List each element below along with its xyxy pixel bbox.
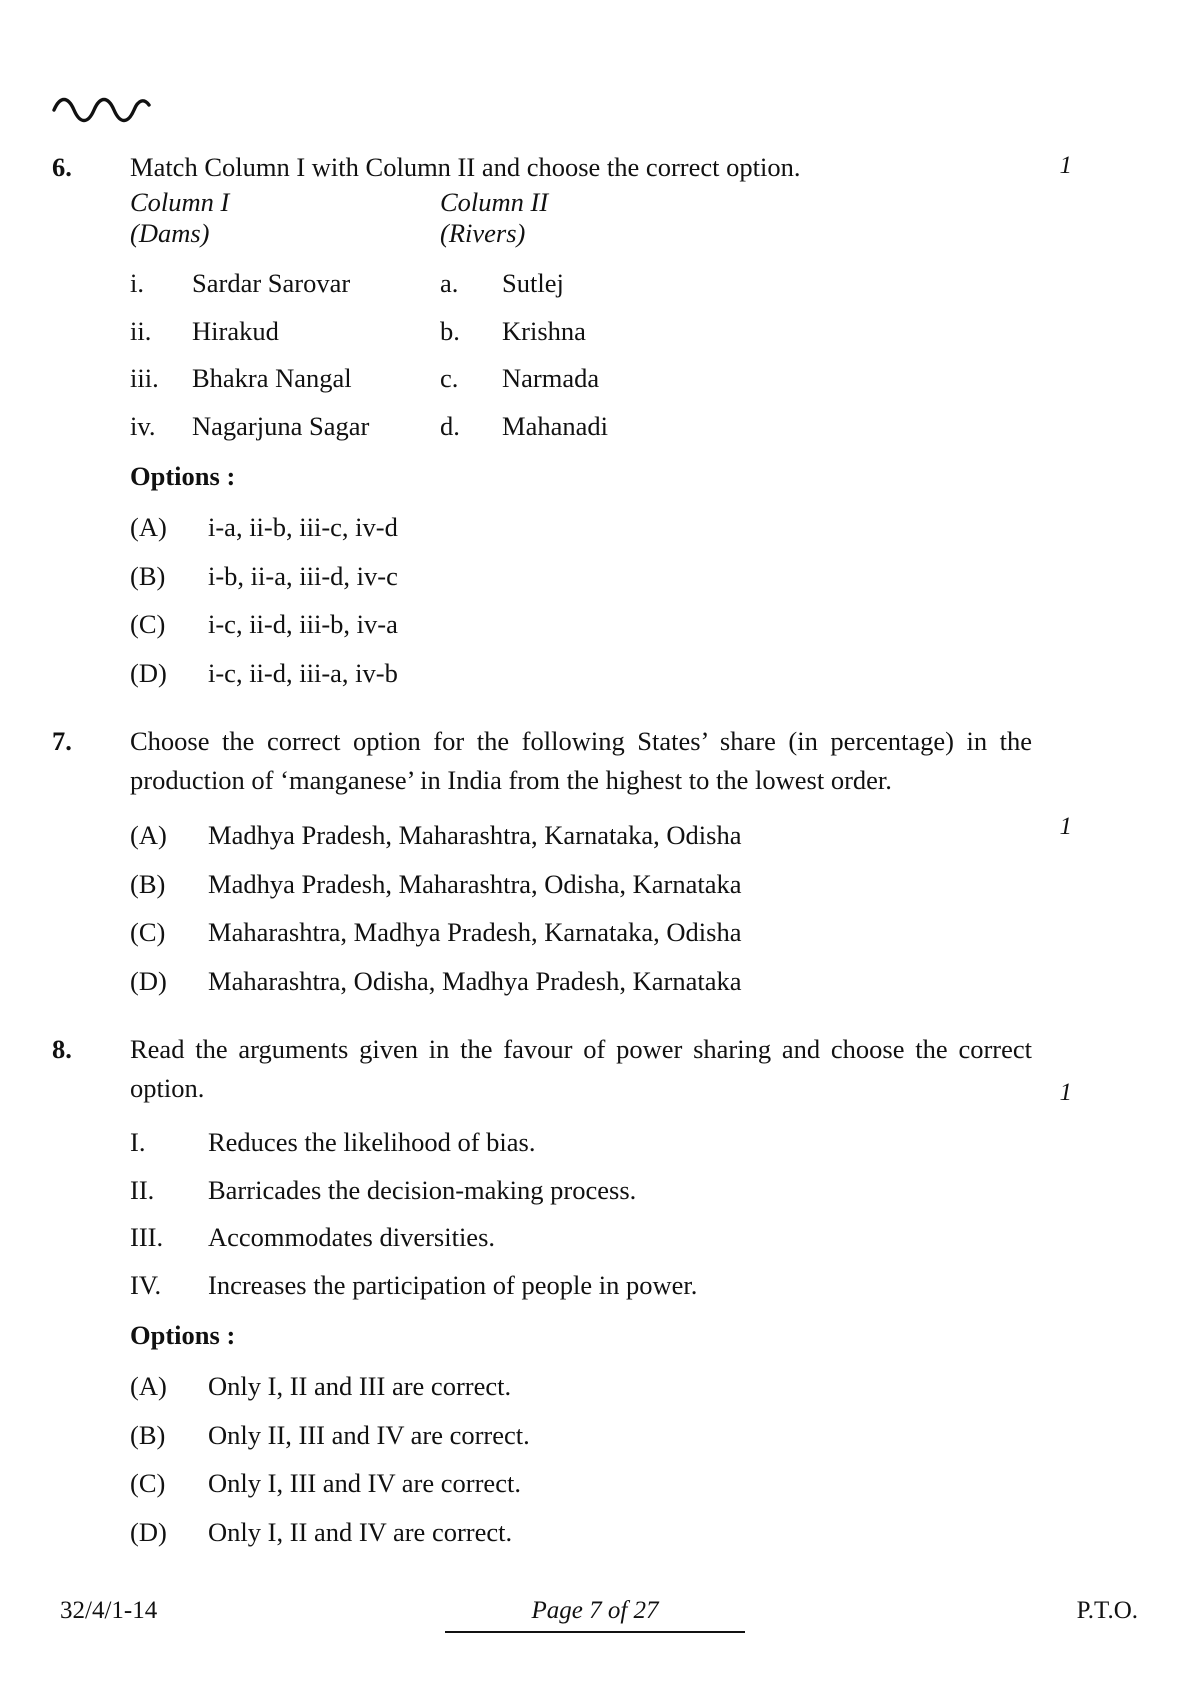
option-text: Only I, III and IV are correct.	[208, 1468, 521, 1499]
option-key: (B)	[130, 868, 166, 899]
spacer	[52, 994, 1072, 1030]
option-b[interactable]	[130, 560, 1072, 591]
statement-text: Increases the participation of people in power.	[208, 1269, 698, 1300]
right-key: d.	[440, 410, 460, 441]
statement-key: II.	[130, 1174, 155, 1205]
option-c[interactable]	[130, 919, 1072, 946]
right-key: c.	[440, 363, 459, 394]
question-7-marks: 1	[1059, 813, 1072, 841]
statement-key: IV.	[130, 1269, 162, 1300]
question-6-marks: 1	[1059, 152, 1072, 179]
statement-key: III.	[130, 1222, 164, 1253]
option-key: (A)	[130, 512, 167, 543]
statement-iii	[130, 1224, 1072, 1251]
left-value: Sardar Sarovar	[192, 268, 351, 299]
option-a[interactable]	[130, 822, 1072, 849]
option-key: (B)	[130, 560, 166, 591]
question-6-text: Match Column I with Column II and choose the correct option.	[130, 152, 801, 182]
question-6-match-table	[130, 187, 1072, 440]
spacer	[52, 686, 1072, 722]
match-row	[130, 270, 1072, 297]
question-8-number: 8.	[52, 1034, 72, 1065]
question-list	[52, 148, 1072, 1545]
left-value: Bhakra Nangal	[192, 363, 352, 394]
options-label: Options :	[130, 1320, 236, 1351]
right-value: Krishna	[502, 315, 586, 346]
page-footer	[52, 1585, 1138, 1625]
question-6-options	[130, 461, 1072, 686]
pto-label: P.T.O.	[1076, 1597, 1138, 1624]
column-2-title: Column II	[440, 186, 549, 217]
column-2-subtitle: (Rivers)	[440, 218, 526, 249]
column-1-subtitle: (Dams)	[130, 218, 210, 249]
question-8-marks: 1	[1059, 1079, 1072, 1107]
wave-squiggle-icon	[52, 92, 162, 126]
statement-ii	[130, 1174, 1072, 1205]
match-row	[130, 410, 1072, 441]
option-key: (B)	[130, 1419, 166, 1450]
question-7-options	[130, 822, 1072, 994]
option-key: (C)	[130, 609, 166, 640]
question-7-text: Choose the correct option for the following States’ share (in percentage) in the production of ‘manganese’ in India from the highest to the lowest order.	[130, 726, 1032, 796]
question-8-text: Read the arguments given in the favour of power sharing and choose the correct option.	[130, 1034, 1032, 1104]
match-table-header	[130, 187, 1072, 218]
option-b[interactable]	[130, 1419, 1072, 1450]
option-d[interactable]	[130, 965, 1072, 996]
match-row	[130, 365, 1072, 392]
option-key: (C)	[130, 1468, 166, 1499]
option-key: (D)	[130, 657, 167, 688]
option-text: Only I, II and III are correct.	[208, 1371, 512, 1402]
option-key: (D)	[130, 965, 167, 996]
question-8-statements	[130, 1129, 1072, 1298]
option-text: Only II, III and IV are correct.	[208, 1419, 530, 1450]
option-text: Only I, II and IV are correct.	[208, 1516, 513, 1547]
option-text: Madhya Pradesh, Maharashtra, Odisha, Karnataka	[208, 868, 742, 899]
option-d[interactable]	[130, 657, 1072, 688]
option-text: i-c, ii-d, iii-a, iv-b	[208, 657, 398, 688]
match-row	[130, 315, 1072, 346]
option-text: Maharashtra, Madhya Pradesh, Karnataka, Odisha	[208, 917, 742, 948]
right-key: b.	[440, 315, 460, 346]
option-text: i-b, ii-a, iii-d, iv-c	[208, 560, 398, 591]
left-key: ii.	[130, 315, 152, 346]
statement-i	[130, 1129, 1072, 1156]
statement-text: Barricades the decision-making process.	[208, 1174, 637, 1205]
left-key: iii.	[130, 363, 159, 394]
option-b[interactable]	[130, 868, 1072, 899]
right-value: Narmada	[502, 363, 600, 394]
option-key: (A)	[130, 1371, 167, 1402]
question-6	[52, 148, 1072, 686]
question-7	[52, 722, 1072, 994]
footer-divider	[445, 1631, 745, 1633]
option-text: i-a, ii-b, iii-c, iv-d	[208, 512, 398, 543]
question-6-number: 6.	[52, 152, 72, 182]
option-c[interactable]	[130, 1470, 1072, 1497]
option-text: Madhya Pradesh, Maharashtra, Karnataka, Odisha	[208, 820, 742, 851]
option-text: Maharashtra, Odisha, Madhya Pradesh, Karnataka	[208, 965, 742, 996]
question-8-header	[52, 1030, 1072, 1108]
question-7-header	[52, 722, 1072, 800]
left-value: Nagarjuna Sagar	[192, 410, 370, 441]
paper-code: 32/4/1-14	[60, 1597, 158, 1624]
options-label: Options :	[130, 461, 236, 492]
option-key: (D)	[130, 1516, 167, 1547]
option-text: i-c, ii-d, iii-b, iv-a	[208, 609, 398, 640]
column-1-title: Column I	[130, 186, 230, 217]
left-key: i.	[130, 268, 144, 299]
option-a[interactable]	[130, 1373, 1072, 1400]
option-key: (C)	[130, 917, 166, 948]
option-a[interactable]	[130, 514, 1072, 541]
right-value: Mahanadi	[502, 410, 608, 441]
statement-key: I.	[130, 1127, 146, 1158]
right-value: Sutlej	[502, 268, 564, 299]
left-value: Hirakud	[192, 315, 279, 346]
option-c[interactable]	[130, 611, 1072, 638]
question-8	[52, 1030, 1072, 1545]
option-d[interactable]	[130, 1516, 1072, 1547]
statement-iv	[130, 1269, 1072, 1300]
left-key: iv.	[130, 410, 156, 441]
question-8-options	[130, 1320, 1072, 1545]
right-key: a.	[440, 268, 459, 299]
question-6-header	[52, 148, 1072, 187]
question-7-number: 7.	[52, 726, 72, 757]
option-key: (A)	[130, 820, 167, 851]
statement-text: Reduces the likelihood of bias.	[208, 1127, 536, 1158]
page-number: Page 7 of 27	[531, 1597, 659, 1624]
match-table-subheader	[130, 218, 1072, 249]
statement-text: Accommodates diversities.	[208, 1222, 496, 1253]
